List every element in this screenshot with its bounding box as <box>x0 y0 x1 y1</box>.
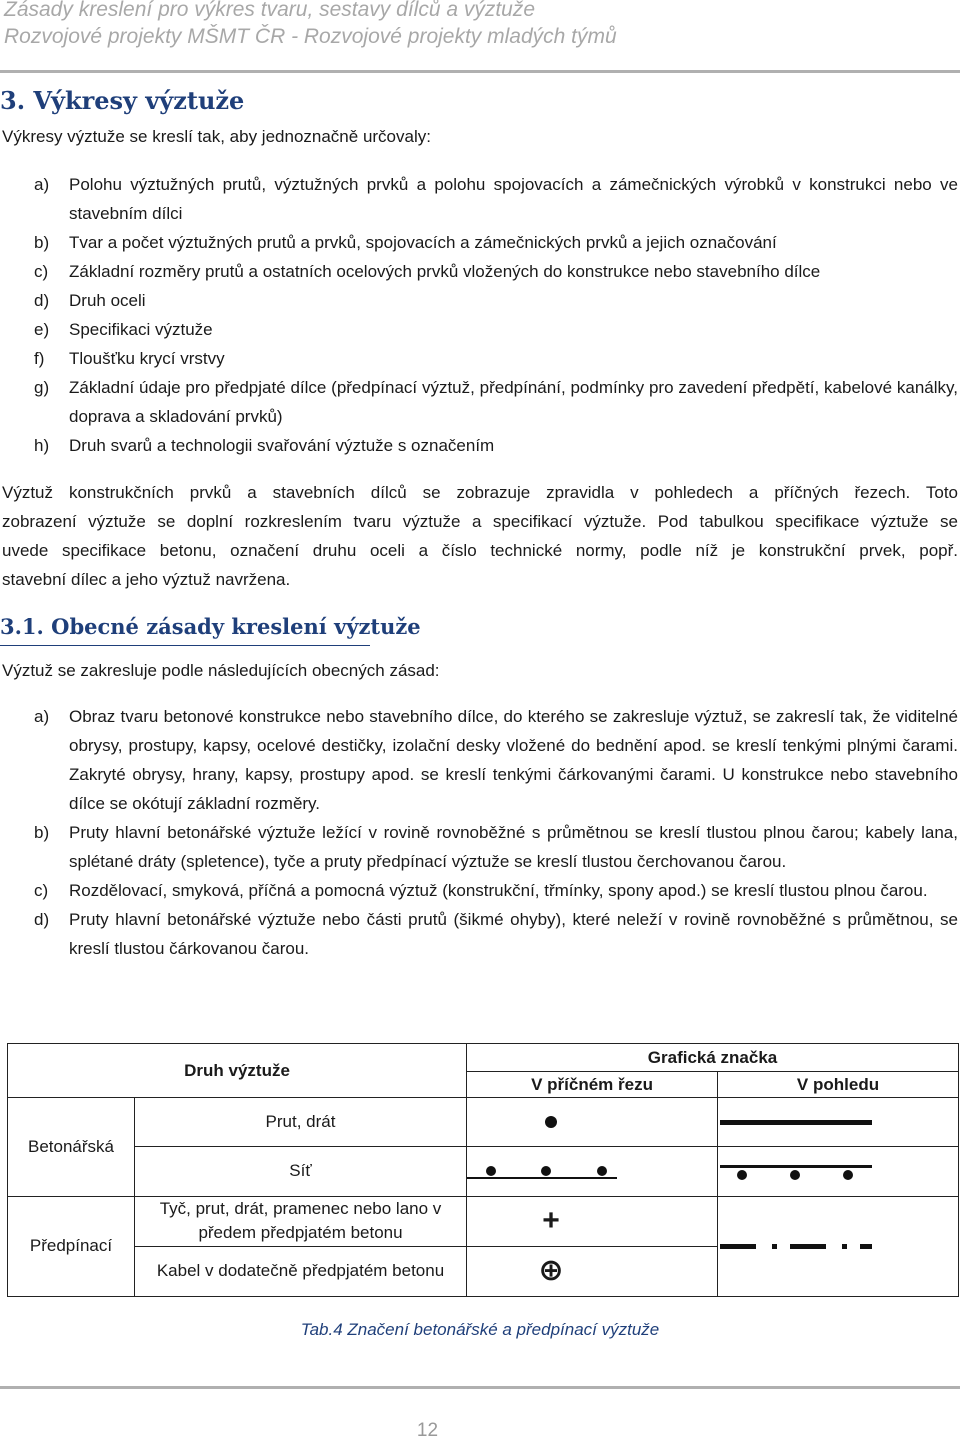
symbol-mesh-view <box>718 1147 959 1196</box>
paragraph-line: zobrazení výztuže se doplní rozkreslením tvaru výztuže a specifikací výztuže. Pod tabulkou specifikace výztuže se <box>2 512 958 531</box>
list-item-text: Rozdělovací, smyková, příčná a pomocná výztuž (konstrukční, třmínky, spony apod.) se kreslí tlustou plnou čarou. <box>69 881 928 900</box>
list-item <box>0 818 958 876</box>
list-marker: e) <box>34 320 50 339</box>
list-item <box>0 373 958 431</box>
row-pretensioned: Tyč, prut, drát, pramenec nebo lano v předem předpjatém betonu <box>135 1196 467 1246</box>
symbol-bar-section <box>467 1098 718 1147</box>
header-subtitle: Rozvojové projekty MŠMT ČR - Rozvojové projekty mladých týmů <box>4 25 617 48</box>
list-item <box>0 228 958 257</box>
list-item <box>0 431 958 460</box>
paragraph-line: uvede specifikace betonu, označení druhu oceli a číslo technické normy, podle níž je konstrukční prvek, popř. <box>2 541 958 560</box>
list-item-text: Tvar a počet výztužných prutů a prvků, spojovacích a zámečnických prvků a jejich označování <box>69 233 777 252</box>
header-title: Zásady kreslení pro výkres tvaru, sestavy dílců a výztuže <box>4 0 536 21</box>
section-title: 3. Výkresy výztuže <box>0 86 245 115</box>
page-header <box>4 0 617 50</box>
header-graphic-symbol: Grafická značka <box>467 1044 959 1072</box>
list-item <box>0 702 958 818</box>
symbol-bar-view <box>718 1098 959 1147</box>
list-marker: b) <box>34 823 50 842</box>
section-intro: Výkresy výztuže se kreslí tak, aby jednoznačně určovaly: <box>2 127 431 146</box>
list-marker: f) <box>34 349 45 368</box>
list-marker: d) <box>34 910 50 929</box>
group-prestressing: Předpínací <box>8 1196 135 1296</box>
header-reinforcement-type: Druh výztuže <box>8 1044 467 1098</box>
list-item-text: Specifikaci výztuže <box>69 320 213 339</box>
symbol-mesh-section <box>467 1147 718 1196</box>
list-marker: c) <box>34 262 49 281</box>
footer-divider <box>0 1386 960 1389</box>
symbol-pretensioned-section <box>467 1196 718 1246</box>
list-item-text: Druh oceli <box>69 291 146 310</box>
list-marker: g) <box>34 378 50 397</box>
list-item-text: Polohu výztužných prutů, výztužných prvků a polohu spojovacích a zámečnických výrobků v konstrukci nebo ve stavebním dílci <box>69 175 958 223</box>
list-item-text: Pruty hlavní betonářské výztuže nebo části prutů (šikmé ohyby), které neleží v rovině rovnoběžné s průmětnou, se kreslí tlustou čárkovanou čarou. <box>69 910 958 958</box>
row-post-tensioned: Kabel v dodatečně předpjatém betonu <box>135 1246 467 1296</box>
mesh-section-icon <box>467 1151 718 1191</box>
requirements-list <box>0 170 958 460</box>
thick-solid-line-icon <box>718 1102 959 1142</box>
mesh-view-icon <box>718 1151 959 1191</box>
list-marker: a) <box>34 707 50 726</box>
paragraph-line: Výztuž konstrukčních prvků a stavebních dílců se zobrazuje zpravidla v pohledech a příčných řezech. Toto <box>2 483 958 502</box>
list-item <box>0 257 958 286</box>
header-divider <box>0 70 960 73</box>
list-item-text: Tloušťku krycí vrstvy <box>69 349 225 368</box>
page-number: 12 <box>416 1420 439 1441</box>
list-marker: d) <box>34 291 50 310</box>
list-item-text: Pruty hlavní betonářské výztuže ležící v rovině rovnoběžné s průmětnou se kreslí tlustou plnou čarou; kabely lana, splétané dráty (spletence), tyče a pruty předpínací výztuže se kreslí tlustou čerchovanou čarou. <box>69 823 958 871</box>
circle-plus-icon: ⊕ <box>538 1254 564 1288</box>
list-item <box>0 344 958 373</box>
symbol-post-tensioned-section <box>467 1246 718 1296</box>
list-marker: b) <box>34 233 50 252</box>
subsection-title: 3.1. Obecné zásady kreslení výztuže <box>0 614 421 639</box>
row-mesh: Síť <box>135 1147 467 1196</box>
list-item <box>0 170 958 228</box>
list-marker: c) <box>34 881 49 900</box>
list-item-text: Druh svarů a technologii svařování výztuže s označením <box>69 436 495 455</box>
plus-icon: + <box>542 1204 560 1238</box>
reinforcement-symbol-table <box>7 1043 959 1297</box>
list-item <box>0 315 958 344</box>
list-item-text: Základní údaje pro předpjaté dílce (předpínací výztuž, předpínání, podmínky pro zavedení předpětí, kabelové kanálky, doprava a skladování prvků) <box>69 378 958 426</box>
symbol-prestressed-view <box>718 1196 959 1296</box>
table-caption: Tab.4 Značení betonářské a předpínací výztuže <box>300 1320 660 1339</box>
subsection-underline <box>0 645 370 646</box>
list-marker: h) <box>34 436 50 455</box>
group-reinforcing: Betonářská <box>8 1098 135 1196</box>
row-bar-wire: Prut, drát <box>135 1098 467 1147</box>
list-item <box>0 286 958 315</box>
list-item-text: Obraz tvaru betonové konstrukce nebo stavebního dílce, do kterého se zakresluje výztuž, se zakreslí tak, že viditelné obrysy, prostupy, kapsy, ocelové destičky, izolační desky vložené do bednění apod. se kreslí tenkými plnými čarami. Zakryté obrysy, hrany, kapsy, prostupy apod. se kreslí tenkými čárkovanými čarami. U konstrukce nebo stavebního dílce se okótují základní rozměry. <box>69 707 958 813</box>
list-marker: a) <box>34 175 50 194</box>
principles-list <box>0 702 958 963</box>
header-cross-section: V příčném řezu <box>467 1072 718 1098</box>
list-item <box>0 876 958 905</box>
header-view: V pohledu <box>718 1072 959 1098</box>
list-item <box>0 905 958 963</box>
list-item-text: Základní rozměry prutů a ostatních ocelových prvků vložených do konstrukce nebo stavebního dílce <box>69 262 821 281</box>
body-paragraph <box>2 478 958 594</box>
dot-symbol-icon <box>467 1102 718 1142</box>
dash-dot-line-icon <box>718 1226 959 1266</box>
subsection-intro: Výztuž se zakresluje podle následujících obecných zásad: <box>2 661 440 680</box>
paragraph-line: stavební dílec a jeho výztuž navržena. <box>2 570 291 589</box>
